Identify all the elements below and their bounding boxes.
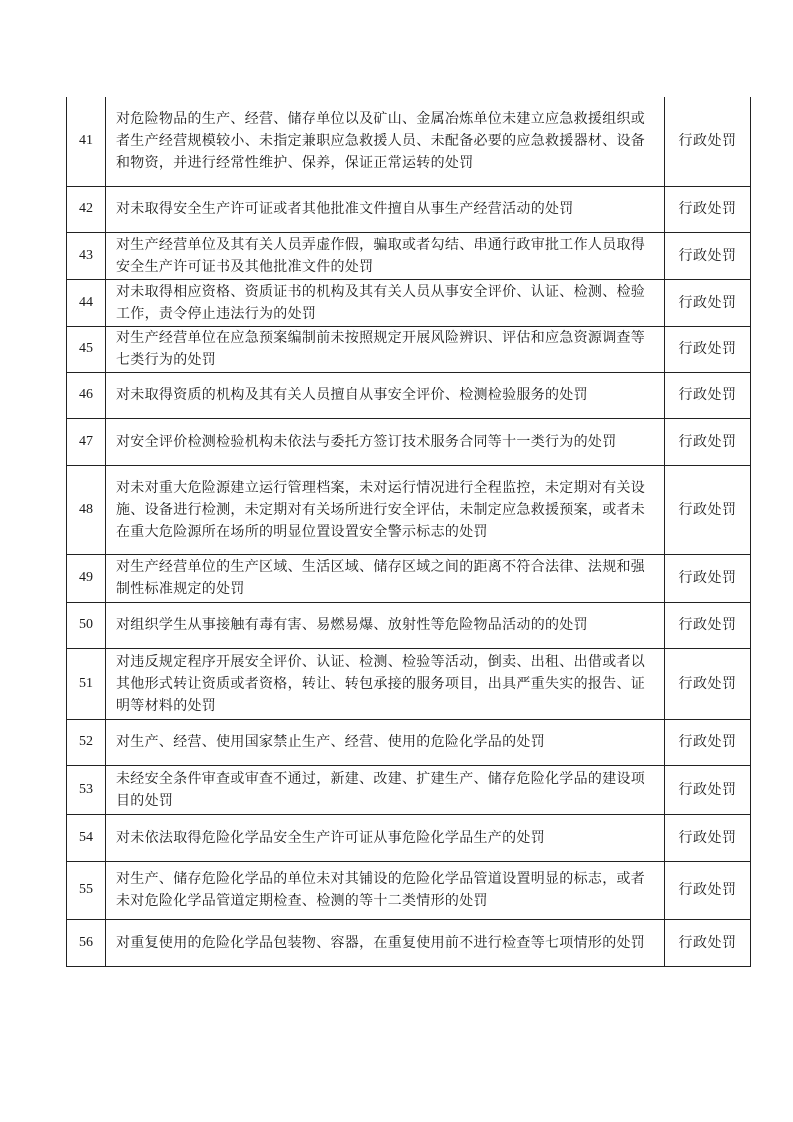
item-description: 对重复使用的危险化学品包装物、容器，在重复使用前不进行检查等七项情形的处罚 — [106, 919, 665, 966]
row-number: 56 — [67, 919, 106, 966]
row-number: 52 — [67, 719, 106, 765]
item-category: 行政处罚 — [665, 861, 751, 919]
item-category: 行政处罚 — [665, 765, 751, 814]
table-row — [67, 418, 751, 465]
item-category: 行政处罚 — [665, 554, 751, 602]
row-number: 53 — [67, 765, 106, 814]
item-description: 对安全评价检测检验机构未依法与委托方签订技术服务合同等十一类行为的处罚 — [106, 418, 665, 465]
item-description: 对生产经营单位在应急预案编制前未按照规定开展风险辨识、评估和应急资源调查等七类行为的处罚 — [106, 326, 665, 372]
item-category: 行政处罚 — [665, 326, 751, 372]
table-row — [67, 919, 751, 966]
penalty-items-table — [66, 97, 751, 967]
item-description: 对违反规定程序开展安全评价、认证、检测、检验等活动，倒卖、出租、出借或者以其他形式转让资质或者资格，转让、转包承接的服务项目，出具严重失实的报告、证明等材料的处罚 — [106, 648, 665, 719]
item-category: 行政处罚 — [665, 186, 751, 232]
item-category: 行政处罚 — [665, 814, 751, 861]
row-number: 46 — [67, 372, 106, 418]
row-number: 41 — [67, 97, 106, 186]
row-number: 50 — [67, 602, 106, 648]
item-description: 未经安全条件审查或审查不通过，新建、改建、扩建生产、储存危险化学品的建设项目的处罚 — [106, 765, 665, 814]
item-category: 行政处罚 — [665, 719, 751, 765]
item-description: 对未依法取得危险化学品安全生产许可证从事危险化学品生产的处罚 — [106, 814, 665, 861]
row-number: 43 — [67, 232, 106, 279]
item-category: 行政处罚 — [665, 602, 751, 648]
item-category: 行政处罚 — [665, 372, 751, 418]
table-row — [67, 648, 751, 719]
item-description: 对生产、经营、使用国家禁止生产、经营、使用的危险化学品的处罚 — [106, 719, 665, 765]
item-category: 行政处罚 — [665, 648, 751, 719]
row-number: 51 — [67, 648, 106, 719]
row-number: 45 — [67, 326, 106, 372]
table-row — [67, 765, 751, 814]
row-number: 48 — [67, 465, 106, 554]
table-row — [67, 602, 751, 648]
item-description: 对生产经营单位的生产区域、生活区域、储存区域之间的距离不符合法律、法规和强制性标准规定的处罚 — [106, 554, 665, 602]
table-row — [67, 97, 751, 186]
row-number: 42 — [67, 186, 106, 232]
row-number: 55 — [67, 861, 106, 919]
item-description: 对生产、储存危险化学品的单位未对其铺设的危险化学品管道设置明显的标志，或者未对危险化学品管道定期检查、检测的等十二类情形的处罚 — [106, 861, 665, 919]
item-category: 行政处罚 — [665, 97, 751, 186]
table-row — [67, 465, 751, 554]
item-description: 对危险物品的生产、经营、储存单位以及矿山、金属冶炼单位未建立应急救援组织或者生产经营规模较小、未指定兼职应急救援人员、未配备必要的应急救援器材、设备和物资，并进行经常性维护、保养，保证正常运转的处罚 — [106, 97, 665, 186]
table-row — [67, 861, 751, 919]
table-row — [67, 814, 751, 861]
table-row — [67, 719, 751, 765]
item-category: 行政处罚 — [665, 919, 751, 966]
item-description: 对未对重大危险源建立运行管理档案，未对运行情况进行全程监控，未定期对有关设施、设备进行检测，未定期对有关场所进行安全评估，未制定应急救援预案，或者未在重大危险源所在场所的明显位置设置安全警示标志的处罚 — [106, 465, 665, 554]
table-row — [67, 232, 751, 279]
item-description: 对未取得资质的机构及其有关人员擅自从事安全评价、检测检验服务的处罚 — [106, 372, 665, 418]
item-category: 行政处罚 — [665, 232, 751, 279]
item-category: 行政处罚 — [665, 465, 751, 554]
item-description: 对生产经营单位及其有关人员弄虚作假，骗取或者勾结、串通行政审批工作人员取得安全生产许可证书及其他批准文件的处罚 — [106, 232, 665, 279]
item-description: 对未取得相应资格、资质证书的机构及其有关人员从事安全评价、认证、检测、检验工作，责令停止违法行为的处罚 — [106, 279, 665, 326]
table-row — [67, 186, 751, 232]
table-row — [67, 372, 751, 418]
item-category: 行政处罚 — [665, 418, 751, 465]
table-body — [67, 97, 751, 966]
item-description: 对组织学生从事接触有毒有害、易燃易爆、放射性等危险物品活动的的处罚 — [106, 602, 665, 648]
table-row — [67, 554, 751, 602]
item-description: 对未取得安全生产许可证或者其他批准文件擅自从事生产经营活动的处罚 — [106, 186, 665, 232]
row-number: 47 — [67, 418, 106, 465]
row-number: 49 — [67, 554, 106, 602]
row-number: 44 — [67, 279, 106, 326]
item-category: 行政处罚 — [665, 279, 751, 326]
table-row — [67, 279, 751, 326]
row-number: 54 — [67, 814, 106, 861]
table-row — [67, 326, 751, 372]
